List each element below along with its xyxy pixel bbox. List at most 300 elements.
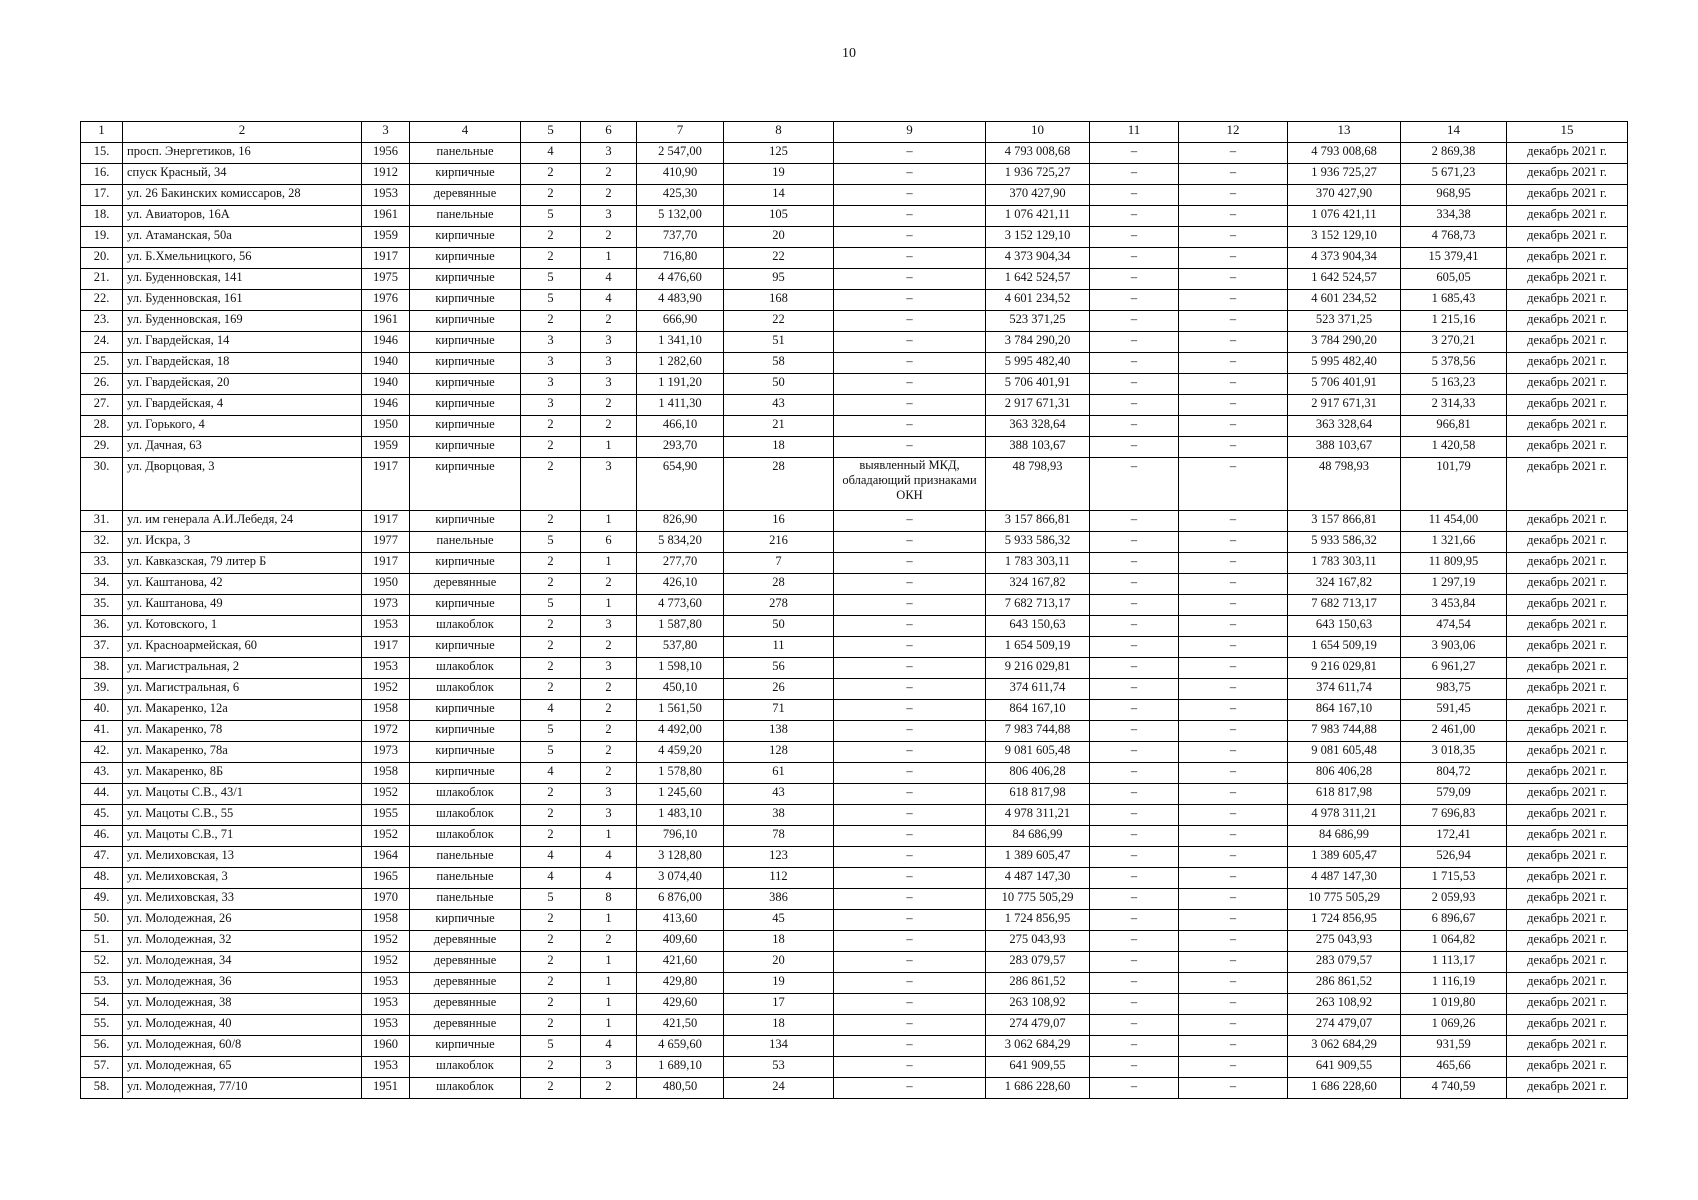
table-row (81, 1078, 1628, 1099)
address-cell: ул. Мелиховская, 33 (123, 889, 362, 910)
address-cell: ул. Гвардейская, 20 (123, 374, 362, 395)
heritage-status-cell: – (834, 742, 986, 763)
row-index-cell: 53. (81, 973, 123, 994)
table-row (81, 332, 1628, 353)
heritage-status-cell: – (834, 574, 986, 595)
wall-material-cell: кирпичные (410, 311, 521, 332)
residents-count-cell: 43 (724, 395, 834, 416)
cost-col-12-cell: – (1179, 227, 1288, 248)
floors-count-cell: 2 (521, 973, 581, 994)
year-built-cell: 1952 (362, 826, 410, 847)
row-index-cell: 57. (81, 1057, 123, 1078)
cost-col-12-cell: – (1179, 910, 1288, 931)
deadline-cell: декабрь 2021 г. (1507, 1057, 1628, 1078)
table-row (81, 742, 1628, 763)
row-index-cell: 43. (81, 763, 123, 784)
table-row (81, 353, 1628, 374)
table-row (81, 994, 1628, 1015)
entrances-count-cell: 1 (581, 553, 637, 574)
table-row (81, 143, 1628, 164)
heritage-status-cell: – (834, 1036, 986, 1057)
floors-count-cell: 2 (521, 616, 581, 637)
entrances-count-cell: 4 (581, 269, 637, 290)
row-index-cell: 22. (81, 290, 123, 311)
deadline-cell: декабрь 2021 г. (1507, 248, 1628, 269)
total-cost-col-13-cell: 643 150,63 (1288, 616, 1401, 637)
address-cell: ул. Магистральная, 2 (123, 658, 362, 679)
cost-col-11-cell: – (1090, 1036, 1179, 1057)
heritage-status-cell: – (834, 889, 986, 910)
cost-per-sqm-cell: 6 961,27 (1401, 658, 1507, 679)
heritage-status-cell: – (834, 616, 986, 637)
year-built-cell: 1953 (362, 185, 410, 206)
address-cell: ул. 26 Бакинских комиссаров, 28 (123, 185, 362, 206)
total-cost-col-13-cell: 263 108,92 (1288, 994, 1401, 1015)
year-built-cell: 1975 (362, 269, 410, 290)
area-cell: 425,30 (637, 185, 724, 206)
total-cost-cell: 5 706 401,91 (986, 374, 1090, 395)
floors-count-cell: 2 (521, 910, 581, 931)
area-cell: 4 659,60 (637, 1036, 724, 1057)
floors-count-cell: 5 (521, 269, 581, 290)
address-cell: ул. Макаренко, 78а (123, 742, 362, 763)
cost-col-11-cell: – (1090, 952, 1179, 973)
address-cell: ул. Котовского, 1 (123, 616, 362, 637)
residents-count-cell: 53 (724, 1057, 834, 1078)
wall-material-cell: кирпичные (410, 290, 521, 311)
heritage-status-cell: – (834, 910, 986, 931)
wall-material-cell: панельные (410, 206, 521, 227)
cost-col-11-cell: – (1090, 248, 1179, 269)
residents-count-cell: 19 (724, 164, 834, 185)
year-built-cell: 1953 (362, 616, 410, 637)
total-cost-col-13-cell: 283 079,57 (1288, 952, 1401, 973)
wall-material-cell: панельные (410, 847, 521, 868)
wall-material-cell: кирпичные (410, 353, 521, 374)
floors-count-cell: 5 (521, 742, 581, 763)
entrances-count-cell: 2 (581, 227, 637, 248)
wall-material-cell: деревянные (410, 931, 521, 952)
floors-count-cell: 2 (521, 931, 581, 952)
floors-count-cell: 5 (521, 206, 581, 227)
column-number-header: 13 (1288, 122, 1401, 143)
address-cell: ул. Молодежная, 65 (123, 1057, 362, 1078)
residents-count-cell: 50 (724, 374, 834, 395)
row-index-cell: 20. (81, 248, 123, 269)
area-cell: 737,70 (637, 227, 724, 248)
floors-count-cell: 2 (521, 1057, 581, 1078)
column-number-header: 9 (834, 122, 986, 143)
deadline-cell: декабрь 2021 г. (1507, 973, 1628, 994)
residents-count-cell: 21 (724, 416, 834, 437)
cost-col-11-cell: – (1090, 616, 1179, 637)
wall-material-cell: кирпичные (410, 595, 521, 616)
cost-col-11-cell: – (1090, 910, 1179, 931)
cost-per-sqm-cell: 1 321,66 (1401, 532, 1507, 553)
entrances-count-cell: 4 (581, 847, 637, 868)
table-row (81, 868, 1628, 889)
cost-per-sqm-cell: 2 314,33 (1401, 395, 1507, 416)
address-cell: ул. Каштанова, 42 (123, 574, 362, 595)
table-row (81, 395, 1628, 416)
cost-per-sqm-cell: 2 059,93 (1401, 889, 1507, 910)
year-built-cell: 1972 (362, 721, 410, 742)
total-cost-col-13-cell: 9 081 605,48 (1288, 742, 1401, 763)
wall-material-cell: кирпичные (410, 742, 521, 763)
cost-per-sqm-cell: 931,59 (1401, 1036, 1507, 1057)
cost-per-sqm-cell: 3 903,06 (1401, 637, 1507, 658)
residents-count-cell: 125 (724, 143, 834, 164)
residents-count-cell: 386 (724, 889, 834, 910)
cost-per-sqm-cell: 1 064,82 (1401, 931, 1507, 952)
cost-per-sqm-cell: 526,94 (1401, 847, 1507, 868)
residents-count-cell: 16 (724, 511, 834, 532)
cost-col-11-cell: – (1090, 227, 1179, 248)
year-built-cell: 1917 (362, 511, 410, 532)
year-built-cell: 1952 (362, 784, 410, 805)
heritage-status-cell: – (834, 721, 986, 742)
table-row (81, 437, 1628, 458)
cost-col-11-cell: – (1090, 1057, 1179, 1078)
heritage-status-cell: – (834, 164, 986, 185)
deadline-cell: декабрь 2021 г. (1507, 721, 1628, 742)
deadline-cell: декабрь 2021 г. (1507, 311, 1628, 332)
heritage-status-cell: – (834, 437, 986, 458)
residents-count-cell: 105 (724, 206, 834, 227)
cost-col-11-cell: – (1090, 826, 1179, 847)
address-cell: ул. Кавказская, 79 литер Б (123, 553, 362, 574)
wall-material-cell: кирпичные (410, 553, 521, 574)
total-cost-col-13-cell: 1 724 856,95 (1288, 910, 1401, 931)
table-row (81, 658, 1628, 679)
cost-col-11-cell: – (1090, 269, 1179, 290)
cost-per-sqm-cell: 2 869,38 (1401, 143, 1507, 164)
total-cost-cell: 4 601 234,52 (986, 290, 1090, 311)
entrances-count-cell: 2 (581, 164, 637, 185)
column-number-header: 6 (581, 122, 637, 143)
area-cell: 537,80 (637, 637, 724, 658)
wall-material-cell: панельные (410, 143, 521, 164)
address-cell: ул. Гвардейская, 18 (123, 353, 362, 374)
floors-count-cell: 4 (521, 763, 581, 784)
total-cost-col-13-cell: 7 983 744,88 (1288, 721, 1401, 742)
total-cost-col-13-cell: 10 775 505,29 (1288, 889, 1401, 910)
floors-count-cell: 2 (521, 416, 581, 437)
cost-per-sqm-cell: 3 453,84 (1401, 595, 1507, 616)
area-cell: 450,10 (637, 679, 724, 700)
cost-col-11-cell: – (1090, 206, 1179, 227)
row-index-cell: 35. (81, 595, 123, 616)
cost-col-12-cell: – (1179, 658, 1288, 679)
heritage-status-cell: – (834, 353, 986, 374)
cost-per-sqm-cell: 1 069,26 (1401, 1015, 1507, 1036)
deadline-cell: декабрь 2021 г. (1507, 994, 1628, 1015)
year-built-cell: 1950 (362, 416, 410, 437)
heritage-status-cell: – (834, 290, 986, 311)
wall-material-cell: кирпичные (410, 700, 521, 721)
year-built-cell: 1953 (362, 973, 410, 994)
heritage-status-cell: – (834, 395, 986, 416)
cost-col-11-cell: – (1090, 847, 1179, 868)
row-index-cell: 38. (81, 658, 123, 679)
address-cell: ул. Мацоты С.В., 43/1 (123, 784, 362, 805)
floors-count-cell: 2 (521, 805, 581, 826)
table-header-row (81, 122, 1628, 143)
entrances-count-cell: 2 (581, 721, 637, 742)
total-cost-cell: 84 686,99 (986, 826, 1090, 847)
area-cell: 4 492,00 (637, 721, 724, 742)
cost-col-11-cell: – (1090, 595, 1179, 616)
residents-count-cell: 128 (724, 742, 834, 763)
deadline-cell: декабрь 2021 г. (1507, 227, 1628, 248)
address-cell: ул. Мелиховская, 3 (123, 868, 362, 889)
cost-col-12-cell: – (1179, 1036, 1288, 1057)
wall-material-cell: шлакоблок (410, 805, 521, 826)
area-cell: 480,50 (637, 1078, 724, 1099)
table-row (81, 290, 1628, 311)
heritage-status-cell: – (834, 952, 986, 973)
floors-count-cell: 2 (521, 1078, 581, 1099)
deadline-cell: декабрь 2021 г. (1507, 637, 1628, 658)
cost-col-12-cell: – (1179, 458, 1288, 511)
entrances-count-cell: 2 (581, 931, 637, 952)
cost-col-12-cell: – (1179, 185, 1288, 206)
cost-per-sqm-cell: 804,72 (1401, 763, 1507, 784)
deadline-cell: декабрь 2021 г. (1507, 416, 1628, 437)
residents-count-cell: 71 (724, 700, 834, 721)
address-cell: ул. Молодежная, 26 (123, 910, 362, 931)
total-cost-col-13-cell: 1 642 524,57 (1288, 269, 1401, 290)
heritage-status-cell: – (834, 374, 986, 395)
wall-material-cell: шлакоблок (410, 1057, 521, 1078)
row-index-cell: 37. (81, 637, 123, 658)
entrances-count-cell: 2 (581, 742, 637, 763)
total-cost-col-13-cell: 5 706 401,91 (1288, 374, 1401, 395)
cost-col-11-cell: – (1090, 763, 1179, 784)
total-cost-col-13-cell: 7 682 713,17 (1288, 595, 1401, 616)
wall-material-cell: панельные (410, 889, 521, 910)
row-index-cell: 17. (81, 185, 123, 206)
floors-count-cell: 5 (521, 889, 581, 910)
area-cell: 796,10 (637, 826, 724, 847)
cost-col-11-cell: – (1090, 637, 1179, 658)
residents-count-cell: 78 (724, 826, 834, 847)
table-row (81, 721, 1628, 742)
cost-col-11-cell: – (1090, 532, 1179, 553)
heritage-status-cell: – (834, 1078, 986, 1099)
total-cost-cell: 7 682 713,17 (986, 595, 1090, 616)
cost-col-12-cell: – (1179, 311, 1288, 332)
floors-count-cell: 3 (521, 353, 581, 374)
column-number-header: 5 (521, 122, 581, 143)
cost-col-11-cell: – (1090, 511, 1179, 532)
column-number-header: 2 (123, 122, 362, 143)
deadline-cell: декабрь 2021 г. (1507, 1015, 1628, 1036)
total-cost-cell: 618 817,98 (986, 784, 1090, 805)
floors-count-cell: 2 (521, 658, 581, 679)
cost-col-12-cell: – (1179, 248, 1288, 269)
row-index-cell: 32. (81, 532, 123, 553)
total-cost-cell: 641 909,55 (986, 1057, 1090, 1078)
deadline-cell: декабрь 2021 г. (1507, 847, 1628, 868)
area-cell: 429,80 (637, 973, 724, 994)
entrances-count-cell: 2 (581, 637, 637, 658)
total-cost-cell: 7 983 744,88 (986, 721, 1090, 742)
residents-count-cell: 14 (724, 185, 834, 206)
table-row (81, 206, 1628, 227)
deadline-cell: декабрь 2021 г. (1507, 910, 1628, 931)
area-cell: 1 411,30 (637, 395, 724, 416)
cost-col-12-cell: – (1179, 637, 1288, 658)
cost-col-11-cell: – (1090, 553, 1179, 574)
total-cost-col-13-cell: 370 427,90 (1288, 185, 1401, 206)
cost-col-12-cell: – (1179, 1078, 1288, 1099)
address-cell: ул. Молодежная, 36 (123, 973, 362, 994)
table-row (81, 374, 1628, 395)
total-cost-col-13-cell: 1 936 725,27 (1288, 164, 1401, 185)
residents-count-cell: 22 (724, 311, 834, 332)
year-built-cell: 1970 (362, 889, 410, 910)
heritage-status-cell: – (834, 994, 986, 1015)
wall-material-cell: кирпичные (410, 269, 521, 290)
heritage-status-cell: – (834, 784, 986, 805)
year-built-cell: 1953 (362, 994, 410, 1015)
total-cost-col-13-cell: 1 654 509,19 (1288, 637, 1401, 658)
row-index-cell: 58. (81, 1078, 123, 1099)
total-cost-col-13-cell: 4 978 311,21 (1288, 805, 1401, 826)
floors-count-cell: 2 (521, 185, 581, 206)
cost-col-11-cell: – (1090, 721, 1179, 742)
total-cost-cell: 324 167,82 (986, 574, 1090, 595)
cost-per-sqm-cell: 1 297,19 (1401, 574, 1507, 595)
year-built-cell: 1964 (362, 847, 410, 868)
deadline-cell: декабрь 2021 г. (1507, 826, 1628, 847)
column-number-header: 1 (81, 122, 123, 143)
column-number-header: 8 (724, 122, 834, 143)
address-cell: ул. Макаренко, 78 (123, 721, 362, 742)
entrances-count-cell: 4 (581, 290, 637, 311)
wall-material-cell: деревянные (410, 185, 521, 206)
deadline-cell: декабрь 2021 г. (1507, 206, 1628, 227)
cost-col-11-cell: – (1090, 374, 1179, 395)
cost-col-11-cell: – (1090, 742, 1179, 763)
table-row (81, 574, 1628, 595)
cost-col-12-cell: – (1179, 416, 1288, 437)
area-cell: 6 876,00 (637, 889, 724, 910)
total-cost-col-13-cell: 3 784 290,20 (1288, 332, 1401, 353)
residents-count-cell: 28 (724, 458, 834, 511)
entrances-count-cell: 2 (581, 416, 637, 437)
heritage-status-cell: – (834, 416, 986, 437)
total-cost-cell: 1 642 524,57 (986, 269, 1090, 290)
table-row (81, 805, 1628, 826)
heritage-status-cell: – (834, 805, 986, 826)
entrances-count-cell: 3 (581, 353, 637, 374)
cost-per-sqm-cell: 101,79 (1401, 458, 1507, 511)
cost-per-sqm-cell: 591,45 (1401, 700, 1507, 721)
total-cost-col-13-cell: 641 909,55 (1288, 1057, 1401, 1078)
cost-col-11-cell: – (1090, 868, 1179, 889)
total-cost-col-13-cell: 3 157 866,81 (1288, 511, 1401, 532)
area-cell: 1 561,50 (637, 700, 724, 721)
deadline-cell: декабрь 2021 г. (1507, 532, 1628, 553)
total-cost-cell: 274 479,07 (986, 1015, 1090, 1036)
wall-material-cell: кирпичные (410, 164, 521, 185)
cost-per-sqm-cell: 7 696,83 (1401, 805, 1507, 826)
table-row (81, 826, 1628, 847)
table-row (81, 952, 1628, 973)
cost-per-sqm-cell: 1 715,53 (1401, 868, 1507, 889)
floors-count-cell: 5 (521, 290, 581, 311)
entrances-count-cell: 1 (581, 910, 637, 931)
residents-count-cell: 168 (724, 290, 834, 311)
address-cell: ул. Буденновская, 141 (123, 269, 362, 290)
heritage-status-cell: выявленный МКД, обладающий признаками ОКН (834, 458, 986, 511)
floors-count-cell: 2 (521, 248, 581, 269)
deadline-cell: декабрь 2021 г. (1507, 952, 1628, 973)
table-row (81, 553, 1628, 574)
area-cell: 429,60 (637, 994, 724, 1015)
total-cost-col-13-cell: 275 043,93 (1288, 931, 1401, 952)
deadline-cell: декабрь 2021 г. (1507, 784, 1628, 805)
deadline-cell: декабрь 2021 г. (1507, 679, 1628, 700)
cost-per-sqm-cell: 3 270,21 (1401, 332, 1507, 353)
cost-col-11-cell: – (1090, 290, 1179, 311)
cost-per-sqm-cell: 966,81 (1401, 416, 1507, 437)
area-cell: 1 282,60 (637, 353, 724, 374)
year-built-cell: 1955 (362, 805, 410, 826)
deadline-cell: декабрь 2021 г. (1507, 763, 1628, 784)
residents-count-cell: 50 (724, 616, 834, 637)
total-cost-cell: 1 783 303,11 (986, 553, 1090, 574)
cost-per-sqm-cell: 605,05 (1401, 269, 1507, 290)
table-row (81, 227, 1628, 248)
area-cell: 1 689,10 (637, 1057, 724, 1078)
wall-material-cell: кирпичные (410, 637, 521, 658)
year-built-cell: 1977 (362, 532, 410, 553)
row-index-cell: 40. (81, 700, 123, 721)
cost-col-12-cell: – (1179, 164, 1288, 185)
residents-count-cell: 278 (724, 595, 834, 616)
total-cost-cell: 3 784 290,20 (986, 332, 1090, 353)
year-built-cell: 1953 (362, 1015, 410, 1036)
total-cost-cell: 374 611,74 (986, 679, 1090, 700)
area-cell: 4 476,60 (637, 269, 724, 290)
floors-count-cell: 2 (521, 437, 581, 458)
wall-material-cell: деревянные (410, 994, 521, 1015)
area-cell: 1 341,10 (637, 332, 724, 353)
total-cost-cell: 1 389 605,47 (986, 847, 1090, 868)
cost-col-11-cell: – (1090, 973, 1179, 994)
entrances-count-cell: 1 (581, 826, 637, 847)
entrances-count-cell: 1 (581, 1015, 637, 1036)
wall-material-cell: кирпичные (410, 1036, 521, 1057)
deadline-cell: декабрь 2021 г. (1507, 805, 1628, 826)
year-built-cell: 1952 (362, 952, 410, 973)
table-row (81, 679, 1628, 700)
entrances-count-cell: 2 (581, 395, 637, 416)
area-cell: 716,80 (637, 248, 724, 269)
year-built-cell: 1973 (362, 595, 410, 616)
entrances-count-cell: 8 (581, 889, 637, 910)
year-built-cell: 1917 (362, 248, 410, 269)
cost-col-11-cell: – (1090, 437, 1179, 458)
deadline-cell: декабрь 2021 г. (1507, 1036, 1628, 1057)
heritage-status-cell: – (834, 269, 986, 290)
wall-material-cell: деревянные (410, 574, 521, 595)
deadline-cell: декабрь 2021 г. (1507, 616, 1628, 637)
cost-per-sqm-cell: 172,41 (1401, 826, 1507, 847)
